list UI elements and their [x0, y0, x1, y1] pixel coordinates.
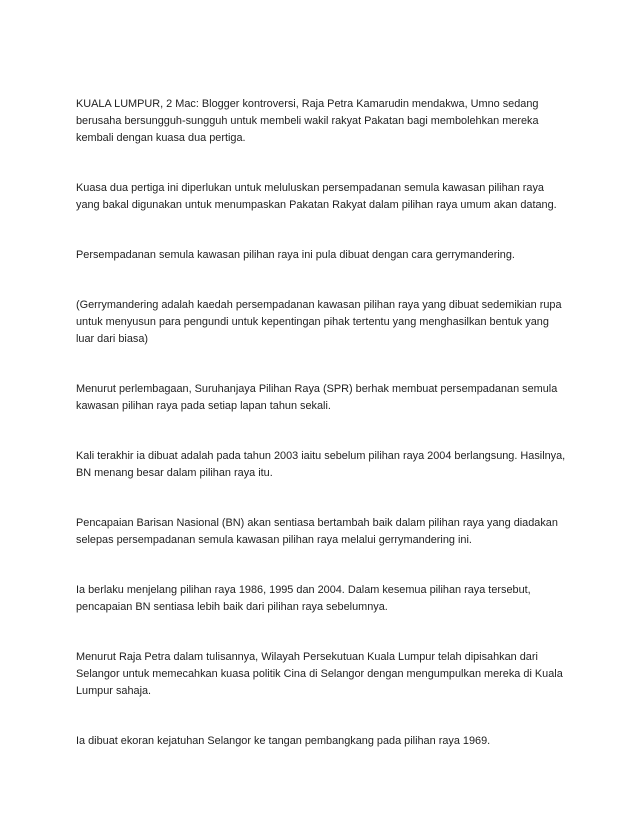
paragraph-7: Pencapaian Barisan Nasional (BN) akan sentiasa bertambah baik dalam pilihan raya yang diadakan selepas persempadanan semula kawasan pilihan raya melalui gerrymandering ini.	[76, 517, 558, 546]
paragraph-10: Ia dibuat ekoran kejatuhan Selangor ke tangan pembangkang pada pilihan raya 1969.	[76, 735, 491, 747]
paragraph-9: Menurut Raja Petra dalam tulisannya, Wilayah Persekutuan Kuala Lumpur telah dipisahkan dari Selangor untuk memecahkan kuasa politik Cina di Selangor dengan mengumpulkan mereka di Kuala Lumpur sahaja.	[76, 651, 563, 697]
article-body	[76, 96, 568, 783]
paragraph-6: Kali terakhir ia dibuat adalah pada tahun 2003 iaitu sebelum pilihan raya 2004 berlangsung. Hasilnya, BN menang besar dalam pilihan raya itu.	[76, 450, 566, 479]
paragraph-5: Menurut perlembagaan, Suruhanjaya Pilihan Raya (SPR) berhak membuat persempadanan semula kawasan pilihan raya pada setiap lapan tahun sekali.	[76, 383, 558, 412]
paragraph-4: (Gerrymandering adalah kaedah persempadanan kawasan pilihan raya yang dibuat sedemikian rupa untuk menyusun para pengundi untuk kepentingan pihak tertentu yang menghasilkan bentuk yang luar dari biasa)	[76, 299, 562, 345]
paragraph-3: Persempadanan semula kawasan pilihan raya ini pula dibuat dengan cara gerrymandering.	[76, 249, 515, 261]
paragraph-2: Kuasa dua pertiga ini diperlukan untuk meluluskan persempadanan semula kawasan pilihan raya yang bakal digunakan untuk menumpaskan Pakatan Rakyat dalam pilihan raya umum akan datang.	[76, 182, 557, 211]
paragraph-8: Ia berlaku menjelang pilihan raya 1986, 1995 dan 2004. Dalam kesemua pilihan raya tersebut, pencapaian BN sentiasa lebih baik dari pilihan raya sebelumnya.	[76, 584, 531, 613]
paragraph-1: KUALA LUMPUR, 2 Mac: Blogger kontroversi, Raja Petra Kamarudin mendakwa, Umno sedang berusaha bersungguh-sungguh untuk membeli wakil rakyat Pakatan bagi membolehkan mereka kembali dengan kuasa dua pertiga.	[76, 98, 539, 144]
